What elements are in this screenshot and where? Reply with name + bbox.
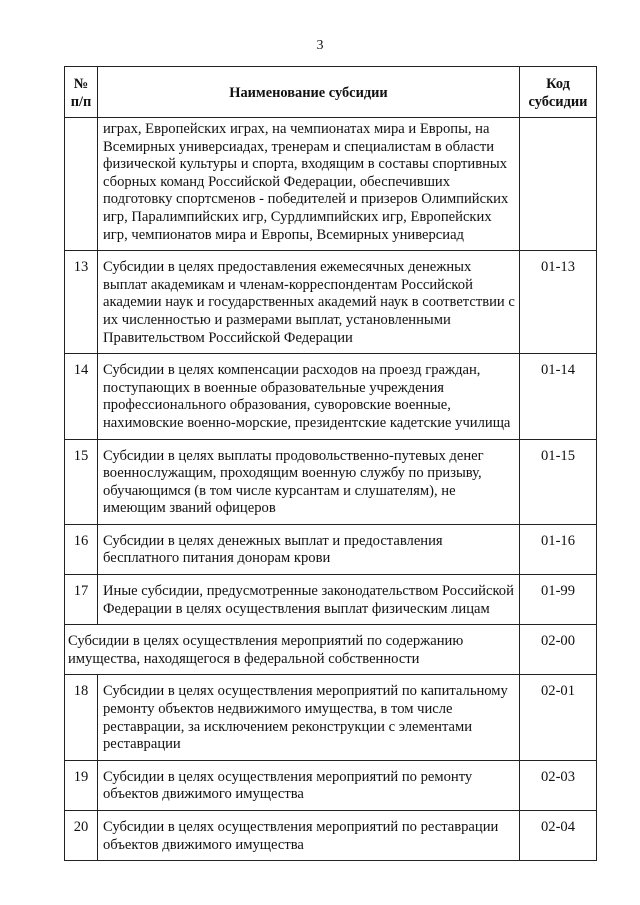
row-number: 14 xyxy=(65,354,98,439)
table-row xyxy=(65,524,597,574)
table-row-continuation xyxy=(65,118,597,251)
table-row xyxy=(65,811,597,861)
row-number: 15 xyxy=(65,439,98,524)
row-subsidy-name: Субсидии в целях осуществления мероприятий по реставрации объектов движимого имущества xyxy=(98,811,520,861)
group-code: 02-00 xyxy=(520,625,597,675)
row-subsidy-name: Иные субсидии, предусмотренные законодательством Российской Федерации в целях осуществления выплат физическим лицам xyxy=(98,575,520,625)
row-subsidy-name: Субсидии в целях выплаты продовольственно-путевых денег военнослужащим, проходящим военную службу по призыву, обучающимся (в том числе курсантам и слушателям), не имеющим званий офицеров xyxy=(98,439,520,524)
header-number-symbol: № xyxy=(73,76,89,92)
header-number xyxy=(65,67,98,118)
table-row xyxy=(65,760,597,810)
header-code-line1: Код xyxy=(546,76,570,92)
row-number: 17 xyxy=(65,575,98,625)
row-number xyxy=(65,118,98,251)
row-code: 02-04 xyxy=(520,811,597,861)
row-number: 18 xyxy=(65,675,98,760)
row-code xyxy=(520,118,597,251)
row-code: 02-03 xyxy=(520,760,597,810)
header-number-abbr: п/п xyxy=(70,94,92,110)
table-header-row xyxy=(65,67,597,118)
row-code: 01-13 xyxy=(520,251,597,354)
header-code-line2: субсидии xyxy=(528,94,588,110)
row-subsidy-name: Субсидии в целях компенсации расходов на проезд граждан, поступающих в военные образовательные учреждения профессионального образования, суворовские военные, нахимовские военно-морские, президентские кадетские училища xyxy=(98,354,520,439)
row-subsidy-name: Субсидии в целях осуществления мероприятий по капитальному ремонту объектов недвижимого имущества, в том числе реставрации, за исключением реконструкции с элементами реставрации xyxy=(98,675,520,760)
row-code: 01-14 xyxy=(520,354,597,439)
row-number: 16 xyxy=(65,524,98,574)
row-number: 20 xyxy=(65,811,98,861)
page-number: 3 xyxy=(316,38,324,53)
subsidy-table xyxy=(64,66,597,861)
row-number: 19 xyxy=(65,760,98,810)
table-row xyxy=(65,251,597,354)
row-subsidy-name: Субсидии в целях предоставления ежемесячных денежных выплат академикам и членам-корреспондентам Российской академии наук и государственных академий наук в соответствии с их численностью и размерами выплат, установленными Правительством Российской Федерации xyxy=(98,251,520,354)
table-row xyxy=(65,439,597,524)
header-subsidy-name: Наименование субсидии xyxy=(98,67,520,118)
row-number: 13 xyxy=(65,251,98,354)
table-row xyxy=(65,575,597,625)
row-subsidy-name: Субсидии в целях осуществления мероприятий по ремонту объектов движимого имущества xyxy=(98,760,520,810)
row-code: 01-15 xyxy=(520,439,597,524)
row-code: 01-16 xyxy=(520,524,597,574)
row-subsidy-name: играх, Европейских играх, на чемпионатах мира и Европы, на Всемирных универсиадах, тренерам и специалистам в области физической культуры и спорта, входящим в составы спортивных сборных команд Российской Федерации, обеспечивших подготовку спортсменов - победителей и призеров Олимпийских игр, Паралимпийских игр, Сурдлимпийских игр, Европейских игр, чемпионатов мира и Европы, Всемирных универсиад xyxy=(98,118,520,251)
row-subsidy-name: Субсидии в целях денежных выплат и предоставления бесплатного питания донорам крови xyxy=(98,524,520,574)
row-code: 02-01 xyxy=(520,675,597,760)
header-code xyxy=(520,67,597,118)
group-subsidy-name: Субсидии в целях осуществления мероприятий по содержанию имущества, находящегося в федеральной собственности xyxy=(65,625,520,675)
table-group-row xyxy=(65,625,597,675)
table-row xyxy=(65,675,597,760)
row-code: 01-99 xyxy=(520,575,597,625)
table-row xyxy=(65,354,597,439)
